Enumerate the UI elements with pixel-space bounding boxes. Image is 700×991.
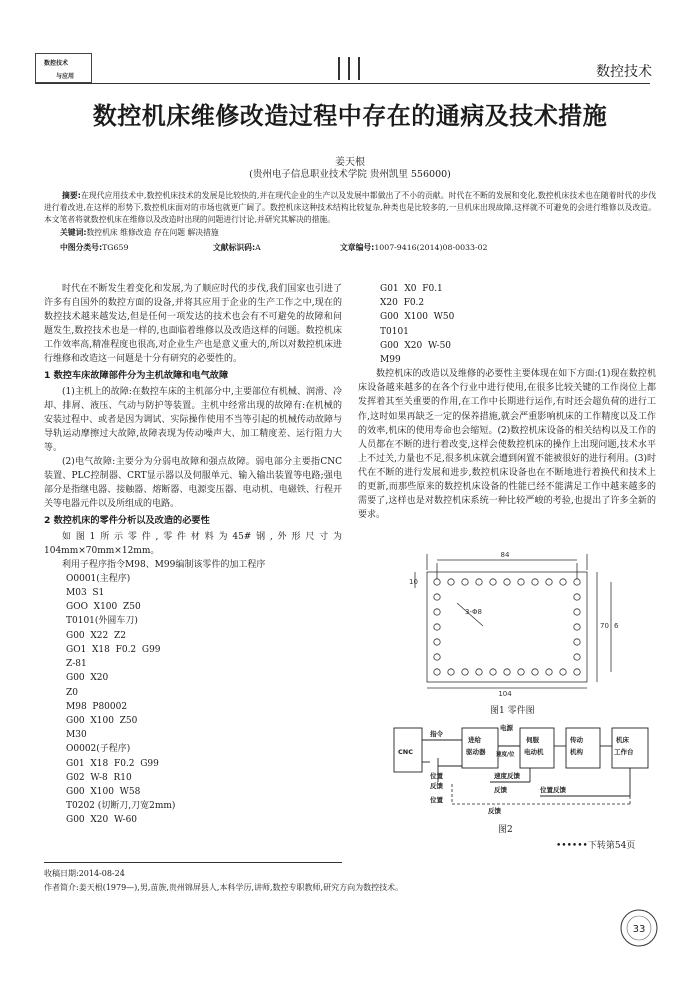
hole [448,579,454,585]
section-title: 数控技术 [596,64,652,80]
hole [434,594,440,600]
hole [560,669,566,675]
keywords-label: 关键词: [60,228,87,237]
page-number-badge [619,908,659,948]
code-line: G01 X0 F0.1 [380,284,443,294]
code-line: M98 P80002 [66,701,128,712]
subprogram-code [358,282,656,367]
dim-left: 10 [409,578,418,586]
article-no-label: 文章编号: [340,243,375,252]
hole [434,639,440,645]
hole [462,579,468,585]
hole [574,669,580,675]
code-line: T0202 (切断刀,刀宽2mm) [66,801,176,812]
left-column [44,282,342,828]
dim-hole: 3-Φ8 [465,608,482,616]
code-line: G01 X18 F0.2 G99 [66,758,159,769]
abstract-text: 在现代应用技术中,数控机床技术的发展是比较快的,并在现代企业的生产以及发展中都做出了不小的贡献。时代在不断的发展和变化,数控机床技术也在随着时代的步伐进行着改进,在这样的形势下,数控机床面对的市场也就更广阔了。数控机床这种技术结构比较复杂,种类也是比较多的,一旦机床出现故障,这样就不可避免的会进行维修以及改造。本文笔者将就数控机床在维修以及改造时出现的问题进行讨论,并研究其解决的措施。 [44,191,656,224]
hole [546,579,552,585]
hole [434,669,440,675]
code-line: M99 [380,355,401,366]
code-line: G00 X20 [66,673,109,684]
journal-logo [35,53,92,83]
section1-para1: (1)主机上的故障:在数控车床的主机部分中,主要部位有机械、润滑、冷却、排屑、液压、气动与防护等装置。主机中经常出现的故障有:在机械的安装过程中、或者是因为调试、实际操作使用不当等引起的机械传动故障与导轨运动摩擦过大故障,故障表现为传动噪声大、加工精度差、运行阻力大等。 [44,386,342,454]
hole-pattern [434,579,580,675]
hole [574,639,580,645]
article-number [340,242,488,253]
position-feedback-label-1a: 位置 [430,772,443,780]
hole [574,654,580,660]
dim-right-a: 70 [600,622,609,630]
received-date: 收稿日期:2014-08-24 [44,869,125,878]
hole [434,654,440,660]
hole [518,669,524,675]
code-line: M30 [66,730,87,741]
hole [490,669,496,675]
feedback-label-3: 反馈 [494,786,507,794]
code-line: GO1 X18 F0.2 G99 [66,644,161,655]
position-feedback-label-1b: 反馈 [430,782,443,790]
command-label: 指令 [430,730,443,738]
hole [434,579,440,585]
doc-code [213,242,261,253]
hole [476,669,482,675]
code-line: G00 X100 W58 [66,786,141,797]
hole [504,579,510,585]
hole [490,579,496,585]
code-line: G00 X20 W-60 [66,815,138,826]
article-title: 数控机床维修改造过程中存在的通病及技术措施 [92,102,608,130]
part-outline [427,572,587,682]
code-line: GOO X100 Z50 [66,602,141,613]
hole [574,594,580,600]
code-line: G00 X22 Z2 [66,630,126,641]
figure1-part-drawing [375,548,655,698]
header-rule [35,83,650,84]
page-number: 33 [632,924,646,935]
code-line: Z0 [66,687,78,698]
feedback-label-5: 反馈 [488,807,501,815]
code-line: O0002(子程序) [66,744,131,755]
code-line: G00 X20 W-50 [380,340,452,351]
affiliation: (贵州电子信息职业技术学院 贵州凯里 556000) [249,169,451,180]
logo-line2: 与应用 [56,73,75,80]
code-line: T0101 [380,326,409,337]
header-bars [338,57,362,80]
hole [532,579,538,585]
section1-para2: (2)电气故障:主要分为分弱电故障和强点故障。弱电部分主要指CNC装置、PLC控制器、CRT显示器以及伺服单元、输入输出装置等电路;强电部分是指继电器、接触器、熔断器、电源变压器、电动机、电磁铁、行程开关等电器元件以及所组成的电路。 [44,457,342,510]
article-no-value: 1007-9416(2014)08-0033-02 [374,243,488,252]
section1-heading: 1 数控车床故障部件分为主机故障和电气故障 [44,369,229,381]
doc-value: A [255,243,261,252]
position-label-4: 位置 [430,796,443,804]
author: 姜天根 [335,157,365,168]
intro-paragraph: 时代在不断发生着变化和发展,为了顺应时代的步伐,我们国家也引进了许多有自国外的数控方面的设备,并将其应用于企业的生产工作之中,现在的数控技术越来越发达,但是任何一项发达的技术也会有不可避免的故障和问题发生,数控技术也是一样的,也面临着维修以及改造这样的问题。数控机床工作效率高,精准程度也很高,对企业生产也是意义重大的,所以对数控机床进行维修和改造这一问题是十分有研究的必要性的。 [44,284,342,365]
clc-number [60,242,128,253]
code-line: Z-81 [66,659,87,670]
footnote-rule [44,862,342,863]
main-program-code [44,572,342,828]
code-line: G00 X100 W50 [380,312,455,323]
hole [434,624,440,630]
hole [560,579,566,585]
hole [518,579,524,585]
code-line: X20 F0.2 [380,298,425,309]
servo-label-2: 电动机 [524,748,544,756]
table-label-1: 机床 [616,736,629,744]
figure1-caption: 图1 零件图 [490,706,535,716]
dim-top: 84 [500,551,510,559]
position-feedback-label-2: 位置反馈 [540,786,566,794]
necessity-paragraph: 数控机床的改造以及维修的必要性主要体现在如下方面:(1)现在数控机床设备越来越多的在各个行业中进行使用,在很多比较关键的工作岗位上都发挥着其至关重要的作用,在工作中长期进行运作,有时还会超负荷的进行工作,这时如果再缺乏一定的保养措施,就会严重影响机床的工作精度以及工作的效率,机床的使用寿命也会缩短。(2)数控机床设备的相关结构以及工作的人员都在不断的进行着改变,这样会使数控机床的操作上出现问题,技术水平上不过关,力量也不足,很多机床就会遭到闲置不能被很好的进行利用。(3)时代在不断的进行发展和进步,数控机床设备也在不断地进行着换代和技术上的更新,而那些原来的数控机床设备的性能已经不能满足工作中越来越多的需要了,这样也是对数控机床系统一种比较严峻的考验,也提出了许多全新的要求。 [358,369,656,521]
speed-position-label: 速度/位 [496,752,515,758]
code-line: T0101(外圆车刀) [66,616,138,627]
hole [434,609,440,615]
right-column [358,282,656,522]
keywords-text: 数控机床 维修改造 存在问题 解决措施 [86,228,219,237]
section2-para2: 利用子程序指令M98、M99编制该零件的加工程序 [62,559,266,570]
abstract [44,190,656,226]
figure2-caption: 图2 [498,825,513,835]
feed-label-2: 驱动器 [466,748,486,756]
code-line: G00 X100 Z50 [66,715,138,726]
section2-heading: 2 数控机床的零件分析以及改造的必要性 [44,514,210,526]
code-line: G02 W-8 R10 [66,772,132,783]
abstract-label: 摘要: [62,191,81,200]
continued-note: ••••••下转第54页 [556,841,636,851]
servo-label-1: 伺服 [526,736,539,744]
feed-label-1: 进给 [468,736,481,744]
dim-right-b: 6 [614,622,619,630]
logo-line1: 数控技术 [44,60,69,67]
clc-value: TG659 [102,243,129,252]
hole [462,669,468,675]
drive-label-2: 机构 [570,748,583,756]
hole [574,579,580,585]
hole [476,579,482,585]
power-label: 电源 [500,724,513,732]
hole [448,669,454,675]
speed-feedback-label: 速度反馈 [494,772,520,780]
keywords [60,227,219,238]
dim-bottom: 104 [498,690,512,698]
hole [504,669,510,675]
cnc-label: CNC [398,748,413,756]
table-label-2: 工作台 [614,748,634,756]
section2-para1: 如图1所示零件,零件材料为45#钢,外形尺寸为104mm×70mm×12mm。 [44,531,342,556]
hole [546,669,552,675]
doc-label: 文献标识码: [213,243,256,252]
hole [574,609,580,615]
author-bio: 作者简介:姜天根(1979—),男,苗族,贵州锦屏县人,本科学历,讲师,数控专职教师,研究方向为数控技术。 [44,883,404,892]
hole [532,669,538,675]
clc-label: 中图分类号: [60,243,103,252]
drive-label-1: 传动 [570,736,583,744]
code-line: O0001(主程序) [66,573,131,584]
code-line: M03 S1 [66,588,105,599]
figure2-block-diagram [390,718,652,818]
hole [574,624,580,630]
